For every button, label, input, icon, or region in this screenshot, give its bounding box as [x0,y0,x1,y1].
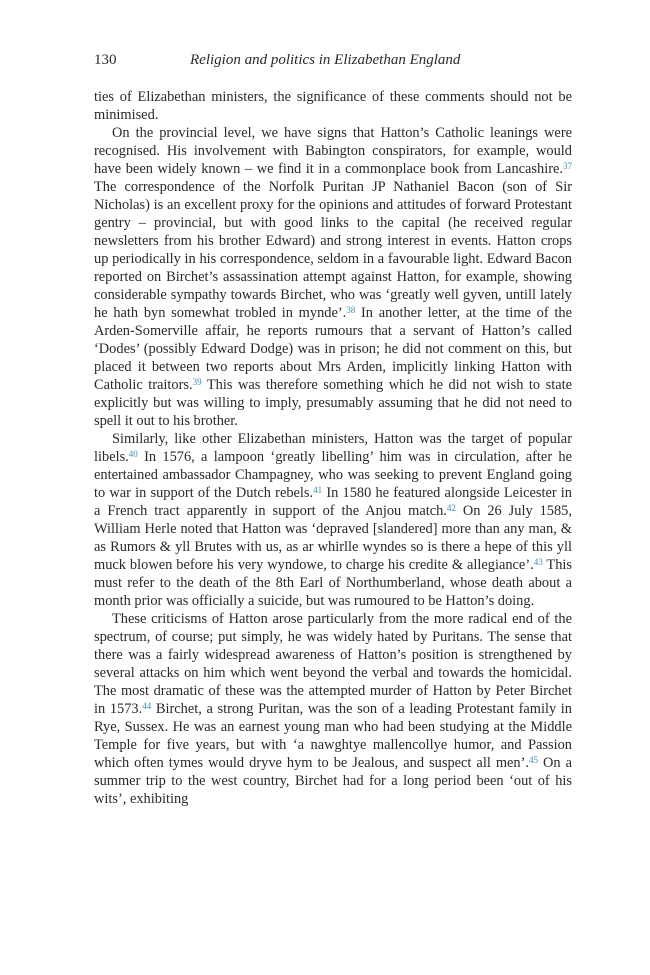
footnote-marker[interactable]: 41 [313,485,323,495]
paragraph [94,610,572,808]
footnote-marker[interactable]: 42 [446,503,456,513]
paragraph-text: Birchet, a strong Puritan, was the son of a leading Protestant family in Rye, Sussex. He was an earnest young man who had been studying at the Middle Temple for five years, but with ‘a nawghtye mallencollye humor, and Passion which often tymes would dryve hym to be Jealous, and suspect all men’. [94,701,572,771]
paragraph-text: These criticisms of Hatton arose particularly from the more radical end of the spectrum, of course; put simply, he was widely hated by Puritans. The sense that there was a fairly widespread awareness of Hatton’s position is strengthened by several attacks on him which went beyond the verbal and towards the homicidal. The most dramatic of these was the attempted murder of Hatton by Peter Birchet in 1573. [94,611,572,717]
body-text [94,88,572,808]
footnote-marker[interactable]: 40 [128,449,138,459]
running-title: Religion and politics in Elizabethan England [190,52,461,68]
paragraph-text: In 1576, a lampoon ‘greatly libelling’ him was in circulation, after he entertained ambassador Champagney, who was seeking to prevent England going to war in support of the Dutch rebels. [94,449,572,501]
paragraph [94,430,572,610]
paragraph-text: Similarly, like other Elizabethan ministers, Hatton was the target of popular libels. [94,431,572,465]
paragraph-text: On 26 July 1585, William Herle noted that Hatton was ‘depraved [slandered] more than any man, & as Rumors & yll Brutes with us, as ar whirlle wyndes so is there a hepe of this yll muck blowen before his very wyndowe, to charge his credite & allegiance’. [94,503,572,573]
paragraph-text: In 1580 he featured alongside Leicester in a French tract apparently in support of the Anjou match. [94,485,573,519]
footnote-marker[interactable]: 45 [529,755,538,765]
paragraph-text: ties of Elizabethan ministers, the significance of these comments should not be minimised. [94,89,572,123]
paragraph-text: This was therefore something which he did not wish to state explicitly but was willing to imply, presumably assuming that he did not need to spell it out to his brother. [94,377,572,429]
paragraph-text: On a summer trip to the west country, Birchet had for a long period been ‘out of his wits’, exhibiting [94,755,572,807]
paragraph-text: This must refer to the death of the 8th Earl of Northumberland, whose death about a month prior was officially a suicide, but was rumoured to be Hatton’s doing. [94,557,573,609]
running-head [94,52,572,72]
paragraph-text: The correspondence of the Norfolk Puritan JP Nathaniel Bacon (son of Sir Nicholas) is an excellent proxy for the opinions and attitudes of forward Protestant gentry – provincial, but with good links to the capital (he received regular newsletters from his brother Edward) and strong interest in events. Hatton crops up periodically in his correspondence, seldom in a favourable light. Edward Bacon reported on Birchet’s assassination attempt against Hatton, for example, showing considerable sympathy towards Birchet, who was ‘greatly well gyven, untill lately he hath byn somewhat trobled in mynde’. [94,179,572,321]
footnote-marker[interactable]: 44 [142,701,152,711]
paragraph-text: In another letter, at the time of the Arden-Somerville affair, he reports rumours that a servant of Hatton’s called ‘Dodes’ (possibly Edward Dodge) was in prison; he did not comment on this, but placed it between two reports about Mrs Arden, implicitly linking Hatton with Catholic traitors. [94,305,572,393]
paragraph [94,88,572,124]
footnote-marker[interactable]: 39 [192,377,202,387]
paragraph [94,124,572,430]
footnote-marker[interactable]: 37 [563,161,572,171]
page-number: 130 [94,52,117,68]
paragraph-text: On the provincial level, we have signs that Hatton’s Catholic leanings were recognised. His involvement with Babington conspirators, for example, would have been widely known – we find it in a commonplace book from Lancashire. [94,125,572,177]
footnote-marker[interactable]: 38 [346,305,356,315]
footnote-marker[interactable]: 43 [533,557,543,567]
